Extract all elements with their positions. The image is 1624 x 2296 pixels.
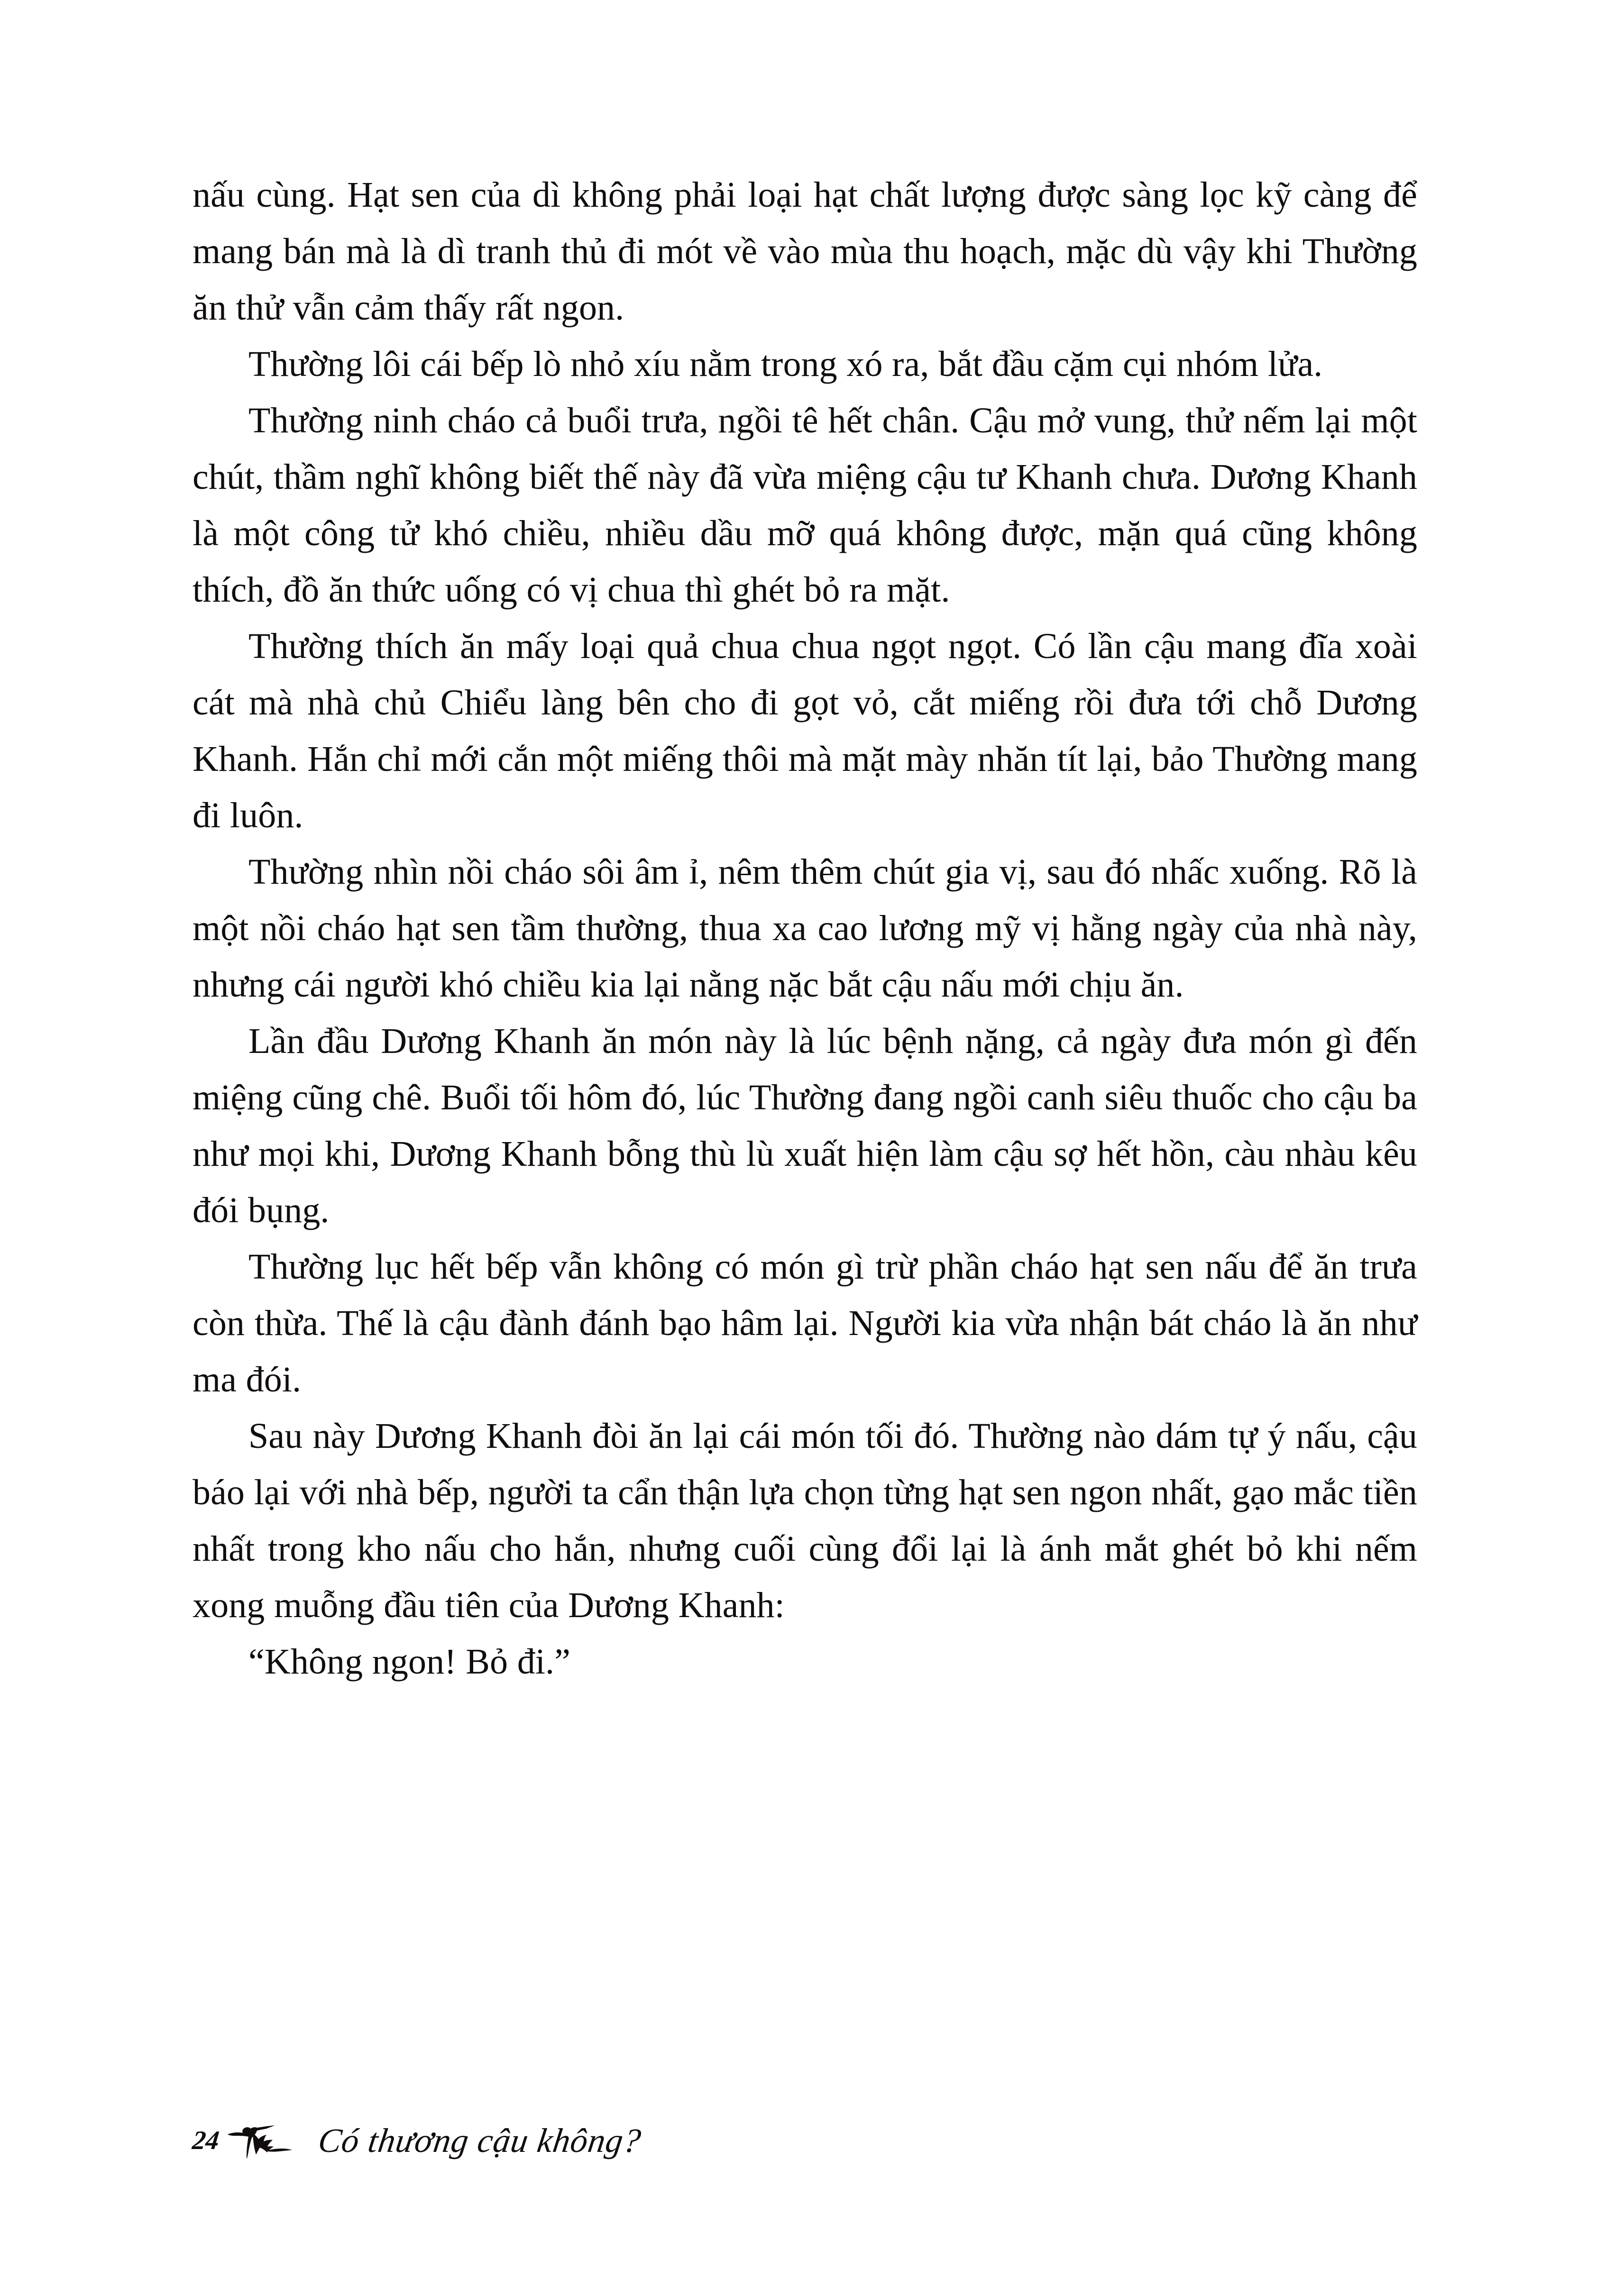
paragraph: Lần đầu Dương Khanh ăn món này là lúc bệnh nặng, cả ngày đưa món gì đến miệng cũng chê. Buổi tối hôm đó, lúc Thường đang ngồi canh siêu thuốc cho cậu ba như mọi khi, Dương Khanh bỗng thù lù xuất hiện làm cậu sợ hết hồn, càu nhàu kêu đói bụng. [193, 1021, 1417, 1230]
paragraph: nấu cùng. Hạt sen của dì không phải loại hạt chất lượng được sàng lọc kỹ càng để mang bán mà là dì tranh thủ đi mót về vào mùa thu hoạch, mặc dù vậy khi Thường ăn thử vẫn cảm thấy rất ngon. [193, 175, 1417, 328]
flying-crane-icon [226, 2121, 297, 2160]
paragraph: “Không ngon! Bỏ đi.” [248, 1642, 570, 1682]
paragraph: Sau này Dương Khanh đòi ăn lại cái món tối đó. Thường nào dám tự ý nấu, cậu báo lại với nhà bếp, người ta cẩn thận lựa chọn từng hạt sen ngon nhất, gạo mắc tiền nhất trong kho nấu cho hắn, nhưng cuối cùng đổi lại là ánh mắt ghét bỏ khi nếm xong muỗng đầu tiên của Dương Khanh: [193, 1416, 1417, 1625]
body-text-block [193, 167, 1417, 1690]
book-title: Có thương cậu không? [316, 2122, 644, 2159]
paragraph: Thường thích ăn mấy loại quả chua chua ngọt ngọt. Có lần cậu mang đĩa xoài cát mà nhà chủ Chiểu làng bên cho đi gọt vỏ, cắt miếng rồi đưa tới chỗ Dương Khanh. Hắn chỉ mới cắn một miếng thôi mà mặt mày nhăn tít lại, bảo Thường mang đi luôn. [193, 626, 1417, 835]
page-number: 24 [191, 2126, 221, 2155]
paragraph: Thường ninh cháo cả buổi trưa, ngồi tê hết chân. Cậu mở vung, thử nếm lại một chút, thầm nghĩ không biết thế này đã vừa miệng cậu tư Khanh chưa. Dương Khanh là một công tử khó chiều, nhiều dầu mỡ quá không được, mặn quá cũng không thích, đồ ăn thức uống có vị chua thì ghét bỏ ra mặt. [193, 401, 1417, 610]
paragraph: Thường nhìn nồi cháo sôi âm ỉ, nêm thêm chút gia vị, sau đó nhấc xuống. Rõ là một nồi cháo hạt sen tầm thường, thua xa cao lương mỹ vị hằng ngày của nhà này, nhưng cái người khó chiều kia lại nằng nặc bắt cậu nấu mới chịu ăn. [193, 852, 1417, 1005]
page-footer [191, 2112, 644, 2169]
paragraph: Thường lôi cái bếp lò nhỏ xíu nằm trong xó ra, bắt đầu cặm cụi nhóm lửa. [248, 344, 1323, 384]
paragraph: Thường lục hết bếp vẫn không có món gì trừ phần cháo hạt sen nấu để ăn trưa còn thừa. Thế là cậu đành đánh bạo hâm lại. Người kia vừa nhận bát cháo là ăn như ma đói. [193, 1247, 1417, 1400]
